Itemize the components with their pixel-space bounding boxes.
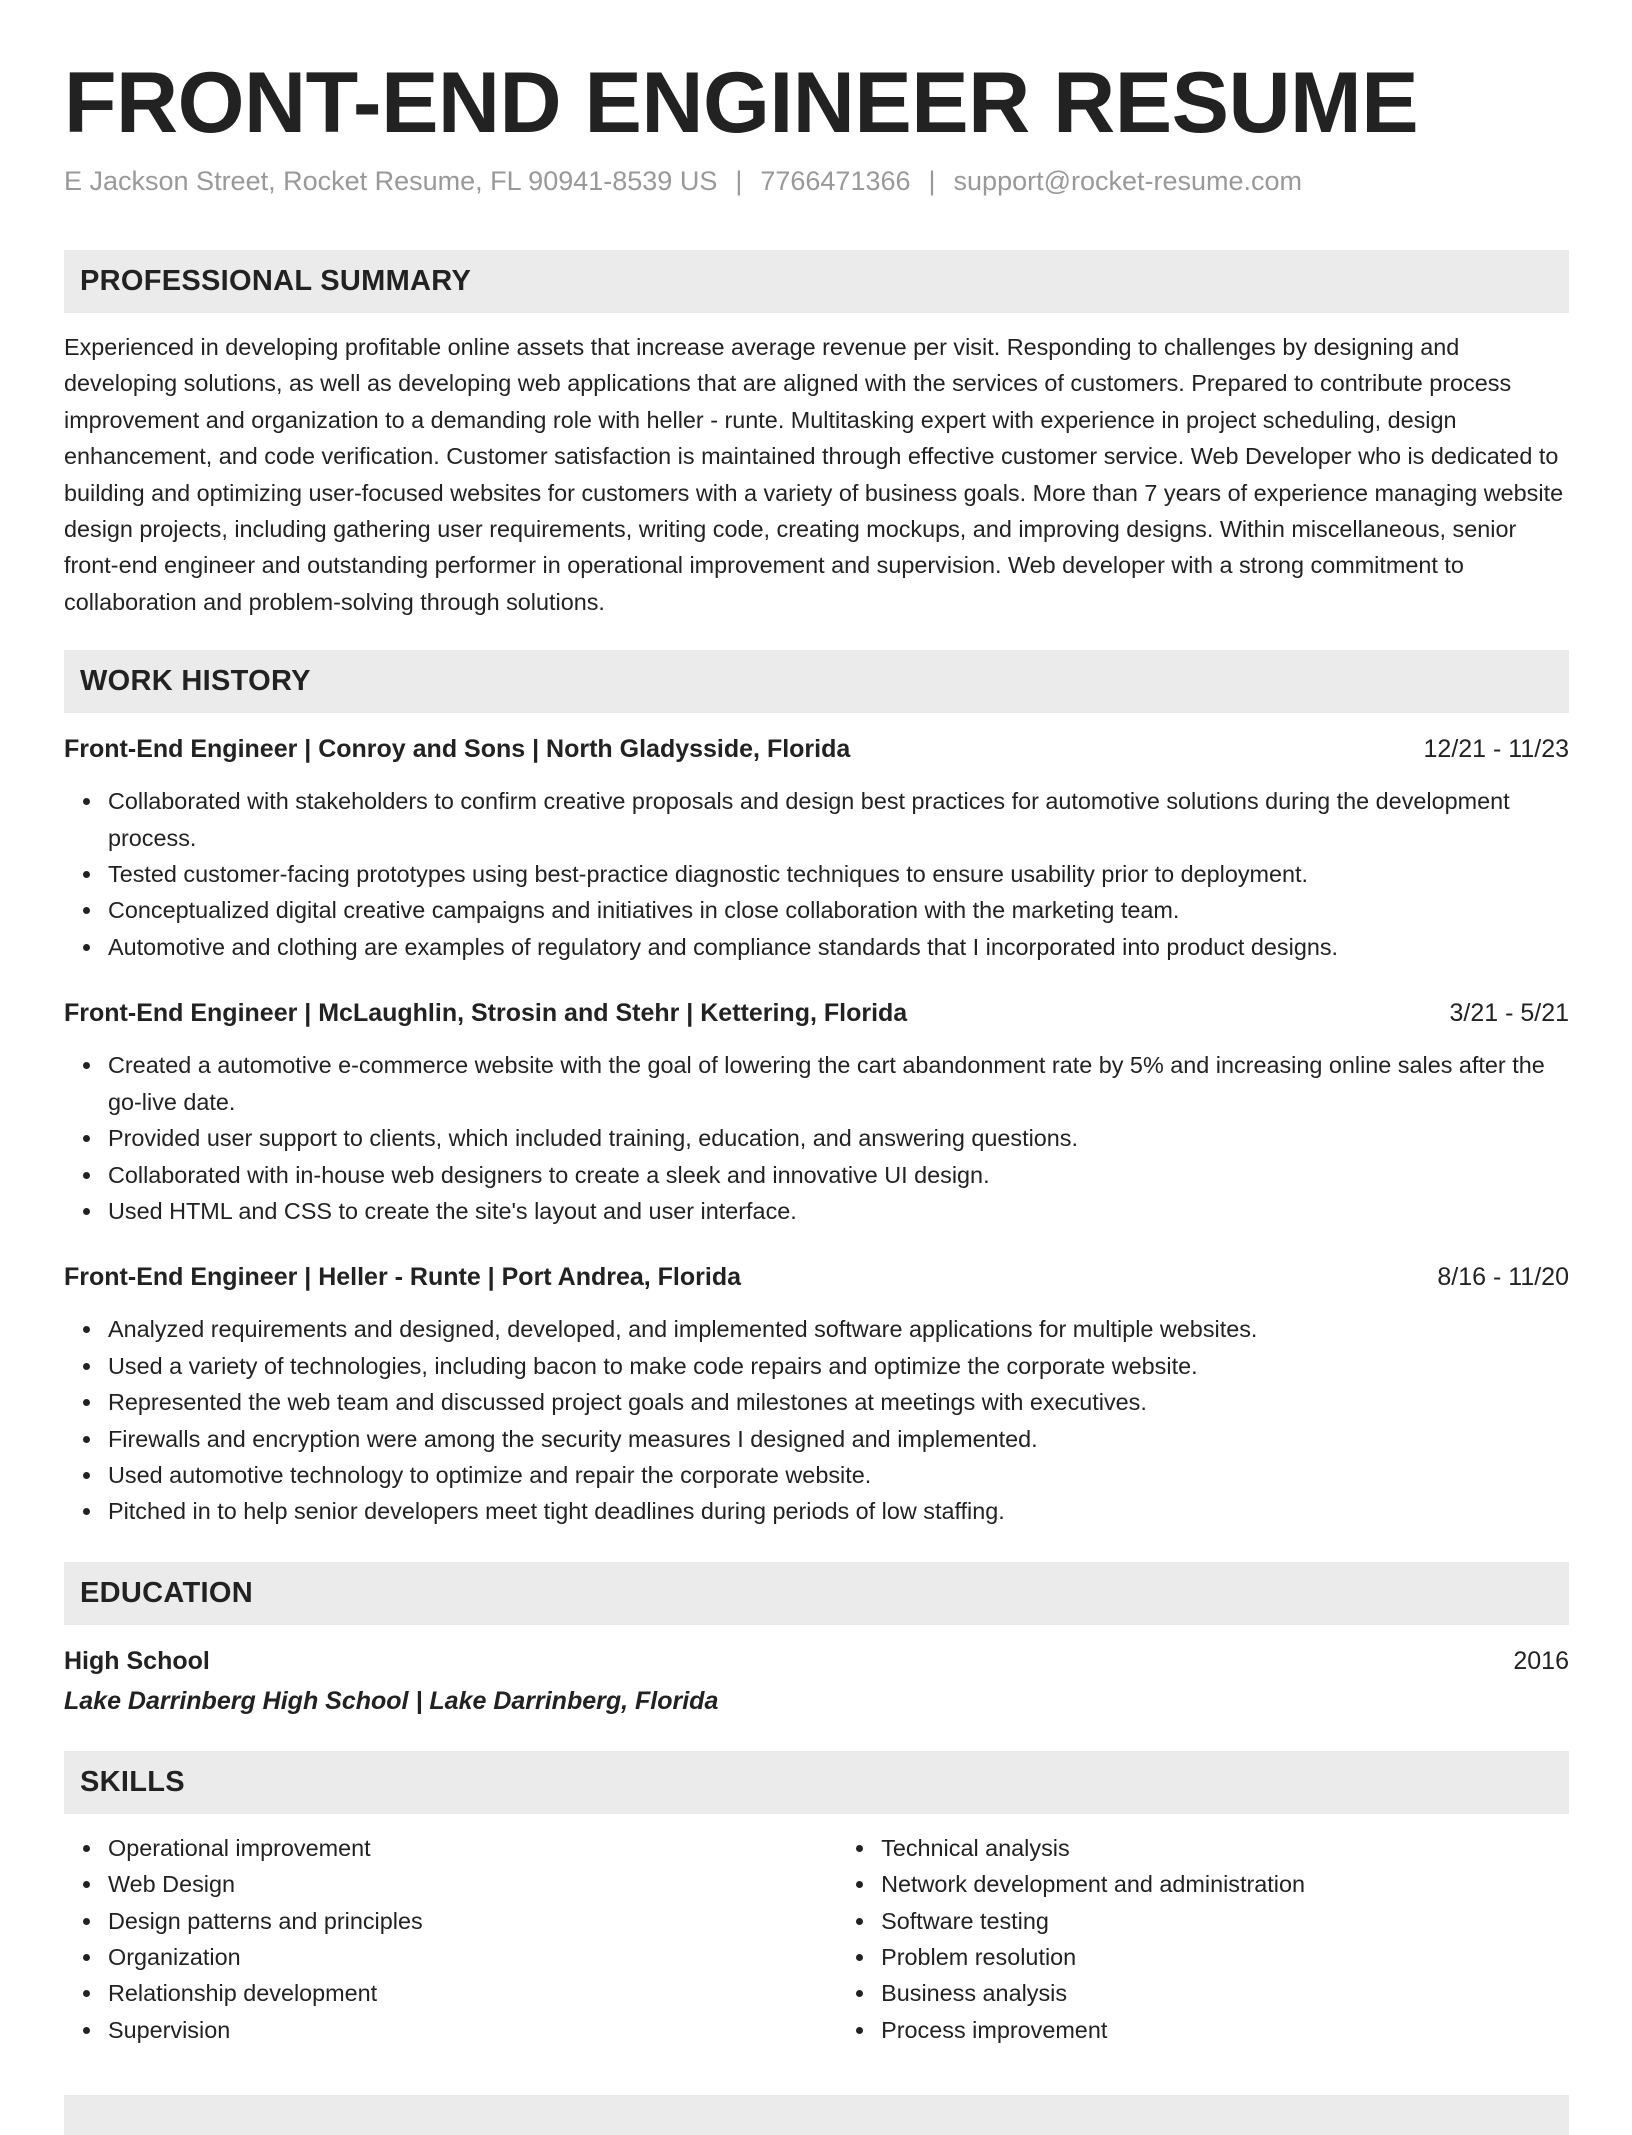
job-bullet: Provided user support to clients, which included training, education, and answering questions. (108, 1120, 1569, 1156)
next-section-heading-bar (64, 2095, 1569, 2135)
job-bullet: Analyzed requirements and designed, developed, and implemented software applications for multiple websites. (108, 1311, 1569, 1347)
job-bullet: Pitched in to help senior developers meet tight deadlines during periods of low staffing. (108, 1493, 1569, 1529)
contact-phone: 7766471366 (760, 166, 911, 196)
job-entry (64, 995, 1569, 1229)
contact-address: E Jackson Street, Rocket Resume, FL 90941-8539 US (64, 166, 718, 196)
job-bullets (64, 1047, 1569, 1229)
job-bullet: Conceptualized digital creative campaigns and initiatives in close collaboration with the marketing team. (108, 892, 1569, 928)
skills-list (64, 1830, 1569, 2048)
job-bullets (64, 1311, 1569, 1529)
job-title: Front-End Engineer | Heller - Runte | Port Andrea, Florida (64, 1263, 742, 1292)
education-entry (64, 1643, 1569, 1719)
section-heading-skills: SKILLS (64, 1751, 1569, 1814)
summary-text: Experienced in developing profitable online assets that increase average revenue per visit. Responding to challenges by designing and developing solutions, as well as developing web applications that are aligned with the services of customers. Prepared to contribute process improvement and organization to a demanding role with heller - runte. Multitasking expert with experience in project scheduling, design enhancement, and code verification. Customer satisfaction is maintained through effective customer service. Web Developer who is dedicated to building and optimizing user-focused websites for customers with a variety of business goals. More than 7 years of experience managing website design projects, including gathering user requirements, writing code, creating mockups, and improving designs. Within miscellaneous, senior front-end engineer and outstanding performer in operational improvement and supervision. Web developer with a strong commitment to collaboration and problem-solving through solutions. (64, 334, 1564, 615)
job-bullet: Used a variety of technologies, including bacon to make code repairs and optimize the corporate website. (108, 1348, 1569, 1384)
job-bullet: Collaborated with in-house web designers to create a sleek and innovative UI design. (108, 1157, 1569, 1193)
job-dates: 3/21 - 5/21 (1449, 999, 1569, 1028)
job-entry (64, 731, 1569, 965)
contact-line (64, 164, 1569, 198)
skills-column-right (837, 1830, 1569, 2048)
skill-item: Software testing (881, 1903, 1569, 1939)
skill-item: Web Design (108, 1866, 837, 1902)
job-bullet: Tested customer-facing prototypes using best-practice diagnostic techniques to ensure usability prior to deployment. (108, 856, 1569, 892)
education-school: Lake Darrinberg High School | Lake Darrinberg, Florida (64, 1686, 719, 1715)
job-entry (64, 1259, 1569, 1529)
section-heading-work-history: WORK HISTORY (64, 650, 1569, 713)
section-heading-summary: PROFESSIONAL SUMMARY (64, 250, 1569, 313)
job-bullet: Created a automotive e-commerce website with the goal of lowering the cart abandonment rate by 5% and increasing online sales after the go-live date. (108, 1047, 1569, 1120)
section-heading-education: EDUCATION (64, 1562, 1569, 1625)
education-year: 2016 (1513, 1646, 1569, 1675)
skill-item: Organization (108, 1939, 837, 1975)
skill-item: Business analysis (881, 1975, 1569, 2011)
skill-item: Relationship development (108, 1975, 837, 2011)
job-title: Front-End Engineer | Conroy and Sons | North Gladysside, Florida (64, 735, 851, 764)
job-dates: 8/16 - 11/20 (1437, 1263, 1569, 1292)
skill-item: Technical analysis (881, 1830, 1569, 1866)
job-bullet: Represented the web team and discussed project goals and milestones at meetings with executives. (108, 1384, 1569, 1420)
skill-item: Supervision (108, 2012, 837, 2048)
job-bullet: Used HTML and CSS to create the site's layout and user interface. (108, 1193, 1569, 1229)
contact-separator: | (928, 166, 936, 196)
skill-item: Network development and administration (881, 1866, 1569, 1902)
job-bullets (64, 783, 1569, 965)
skill-item: Process improvement (881, 2012, 1569, 2048)
job-bullet: Firewalls and encryption were among the security measures I designed and implemented. (108, 1421, 1569, 1457)
job-title: Front-End Engineer | McLaughlin, Strosin and Stehr | Kettering, Florida (64, 999, 908, 1028)
job-bullet: Collaborated with stakeholders to confirm creative proposals and design best practices for automotive solutions during the development process. (108, 783, 1569, 856)
skill-item: Operational improvement (108, 1830, 837, 1866)
education-degree: High School (64, 1646, 210, 1675)
job-bullet: Automotive and clothing are examples of regulatory and compliance standards that I incorporated into product designs. (108, 929, 1569, 965)
contact-email[interactable]: support@rocket-resume.com (953, 166, 1303, 196)
job-dates: 12/21 - 11/23 (1423, 735, 1569, 764)
job-bullet: Used automotive technology to optimize and repair the corporate website. (108, 1457, 1569, 1493)
contact-separator: | (735, 166, 743, 196)
skills-column-left (64, 1830, 837, 2048)
skill-item: Problem resolution (881, 1939, 1569, 1975)
skill-item: Design patterns and principles (108, 1903, 837, 1939)
page-title: FRONT-END ENGINEER RESUME (64, 55, 1419, 151)
